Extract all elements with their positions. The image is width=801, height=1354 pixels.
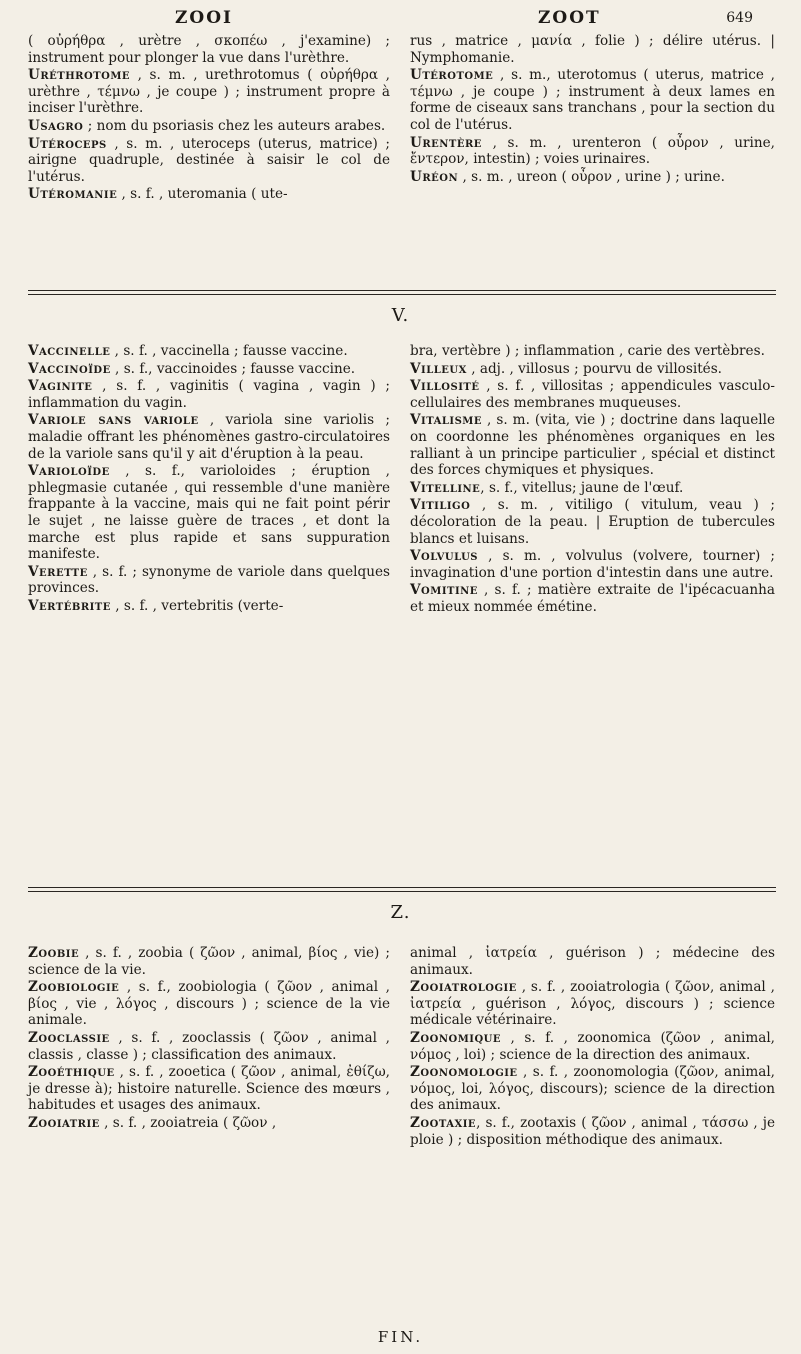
u-right-column [410, 33, 775, 186]
headword: Vaccinelle [28, 343, 111, 359]
headword: Utérotome [410, 67, 494, 84]
dictionary-entry: Uréon , s. m. , ureon ( οὖρον , urine ) ; urine. [410, 168, 725, 185]
headword: Zoobiologie [28, 979, 120, 996]
headword: Utéroceps [28, 135, 107, 152]
dictionary-entry: Utéromanie , s. f. , uteromania ( ute- [28, 186, 288, 203]
dictionary-entry: Vaginite , s. f. , vaginitis ( vagina , vagin ) ; inflammation du vagin. [28, 378, 390, 411]
headword: Usagro [28, 117, 84, 134]
dictionary-entry: Utéroceps , s. m. , uteroceps (uterus, matrice) ; airigne quadruple, destinée à saisir le col de l'utérus. [28, 135, 390, 185]
v-right-column [410, 343, 775, 617]
dictionary-entry: Vitelline, s. f., vitellus; jaune de l'œuf. [410, 479, 684, 496]
headword: Vomitine [410, 582, 478, 599]
left-running-title: ZOOI [175, 8, 233, 28]
dictionary-entry: Zoonomologie , s. f. , zoonomologia (ζῶον, animal, νόμος, loi, λόγος, discours); science de la direction des animaux. [410, 1064, 775, 1114]
v-left-column [28, 343, 390, 616]
headword: Volvulus [410, 548, 479, 565]
headword: Zooiatrie [28, 1114, 100, 1131]
dictionary-entry: Zoobie , s. f. , zoobia ( ζῶον , animal, βίος , vie) ; science de la vie. [28, 945, 390, 978]
dictionary-entry: Vomitine , s. f. ; matière extraite de l'ipécacuanha et mieux nommée émétine. [410, 582, 775, 615]
dictionary-entry: ( οὐρήθρα , urètre , σκοπέω , j'examine) ; instrument pour plonger la vue dans l'urèthre. [28, 33, 390, 66]
headword: Uréthrotome [28, 67, 131, 84]
dictionary-entry: Zoobiologie , s. f., zoobiologia ( ζῶον , animal , βίος , vie , λόγος , discours ) ; science de la vie animale. [28, 979, 390, 1029]
headword: Vaginite [28, 378, 93, 395]
headword: Zoonomologie [410, 1064, 518, 1081]
dictionary-entry: Vitiligo , s. m. , vitiligo ( vitulum, veau ) ; décoloration de la peau. | Eruption de tubercules blancs et luisans. [410, 497, 775, 547]
headword: Vitiligo [410, 497, 471, 514]
dictionary-entry: Zootaxie, s. f., zootaxis ( ζῶον , animal , τάσσω , je ploie ) ; disposition méthodique des animaux. [410, 1114, 775, 1148]
dictionary-entry: Urentère , s. m. , urenteron ( οὖρον , urine, ἔντερον, intestin) ; voies urinaires. [410, 134, 775, 168]
section-letter-z: Z. [390, 902, 411, 923]
dictionary-entry: rus , matrice , μανία , folie ) ; délire utérus. | Nymphomanie. [410, 33, 775, 66]
dictionary-entry: Villosité , s. f. , villositas ; appendicules vasculo-cellulaires des membranes muqueuses. [410, 378, 775, 411]
section-divider [28, 887, 776, 892]
dictionary-entry: Vertébrite , s. f. , vertebritis (verte- [28, 597, 284, 614]
headword: Zoonomique [410, 1029, 501, 1046]
dictionary-entry: Zooclassie , s. f. , zooclassis ( ζῶον , animal , classis , classe ) ; classification des animaux. [28, 1029, 390, 1063]
headword: Villeux [410, 360, 467, 377]
headword: Vertébrite [28, 597, 111, 614]
headword: Utéromanie [28, 186, 118, 203]
dictionary-entry: Variole sans variole , variola sine variolis ; maladie offrant les phénomènes gastro-circulatoires de la variole sans qu'il y ait d'éruption à la peau. [28, 412, 390, 462]
headword: Vitalisme [410, 412, 483, 429]
dictionary-entry: Vaccinoïde , s. f., vaccinoides ; fausse vaccine. [28, 360, 356, 377]
headword: Variole sans variole [28, 412, 199, 429]
z-right-column [410, 945, 775, 1149]
headword: Verette [28, 563, 88, 580]
u-left-column [28, 33, 390, 204]
dictionary-entry: animal , ἰατρεία , guérison ) ; médecine des animaux. [410, 945, 775, 978]
dictionary-entry: Utérotome , s. m., uterotomus ( uterus, matrice , τέμνω , je coupe ) ; instrument à deux lames en forme de ciseaux sans tranchans , pour la section du col de l'utérus. [410, 67, 775, 133]
dictionary-entry: Uréthrotome , s. m. , urethrotomus ( οὐρήθρα , urèthre , τέμνω , je coupe ) ; instrument propre à inciser l'urèthre. [28, 67, 390, 117]
right-running-title: ZOOT [538, 8, 601, 28]
headword: Vitelline [410, 479, 481, 496]
headword: Varioloïde [28, 463, 110, 480]
dictionary-entry: Vaccinelle , s. f. , vaccinella ; fausse vaccine. [28, 343, 348, 359]
dictionary-entry: bra, vertèbre ) ; inflammation , carie des vertèbres. [410, 343, 765, 359]
dictionary-entry: Verette , s. f. ; synonyme de variole dans quelques provinces. [28, 563, 390, 597]
page-number: 649 [726, 10, 753, 26]
dictionary-entry: Zooiatrie , s. f. , zooiatreia ( ζῶον , [28, 1114, 277, 1131]
dictionary-entry: Villeux , adj. , villosus ; pourvu de villosités. [410, 360, 722, 377]
dictionary-entry: Volvulus , s. m. , volvulus (volvere, tourner) ; invagination d'une portion d'intestin dans une autre. [410, 548, 775, 581]
headword: Vaccinoïde [28, 360, 111, 377]
fin-mark: FIN. [377, 1328, 424, 1346]
headword: Zoobie [28, 945, 80, 961]
dictionary-entry: Zoonomique , s. f. , zoonomica (ζῶον , animal, νόμος , loi) ; science de la direction des animaux. [410, 1029, 775, 1063]
headword: Zooéthique [28, 1064, 115, 1081]
dictionary-entry: Usagro ; nom du psoriasis chez les auteurs arabes. [28, 117, 386, 134]
headword: Zootaxie [410, 1114, 477, 1131]
dictionary-entry: Zooiatrologie , s. f. , zooiatrologia ( ζῶον, animal , ἰατρεία , guérison , λόγος, discours ) ; science médicale vétérinaire. [410, 979, 775, 1029]
dictionary-entry: Zooéthique , s. f. , zooetica ( ζῶον , animal, ἐθίζω, je dresse à); histoire naturelle. Science des mœurs , habitudes et usages des animaux. [28, 1064, 390, 1114]
headword: Zooiatrologie [410, 979, 517, 996]
dictionary-entry: Varioloïde , s. f., varioloides ; éruption , phlegmasie cutanée , qui ressemble d'une manière frappante à la vaccine, mais qui ne fait point périr le sujet , ne laisse guère de traces , et dont la marche est plus rapide et sans suppuration manifeste. [28, 463, 390, 563]
section-divider [28, 290, 776, 295]
section-letter-v: V. [391, 305, 410, 326]
z-left-column [28, 945, 390, 1133]
headword: Uréon [410, 168, 459, 185]
headword: Urentère [410, 134, 482, 151]
headword: Villosité [410, 378, 480, 395]
dictionary-entry: Vitalisme , s. m. (vita, vie ) ; doctrine dans laquelle on coordonne les phénomènes organiques en les ralliant à un principe particulier , spécial et distinct des forces chymiques et physiques. [410, 412, 775, 479]
headword: Zooclassie [28, 1029, 110, 1046]
